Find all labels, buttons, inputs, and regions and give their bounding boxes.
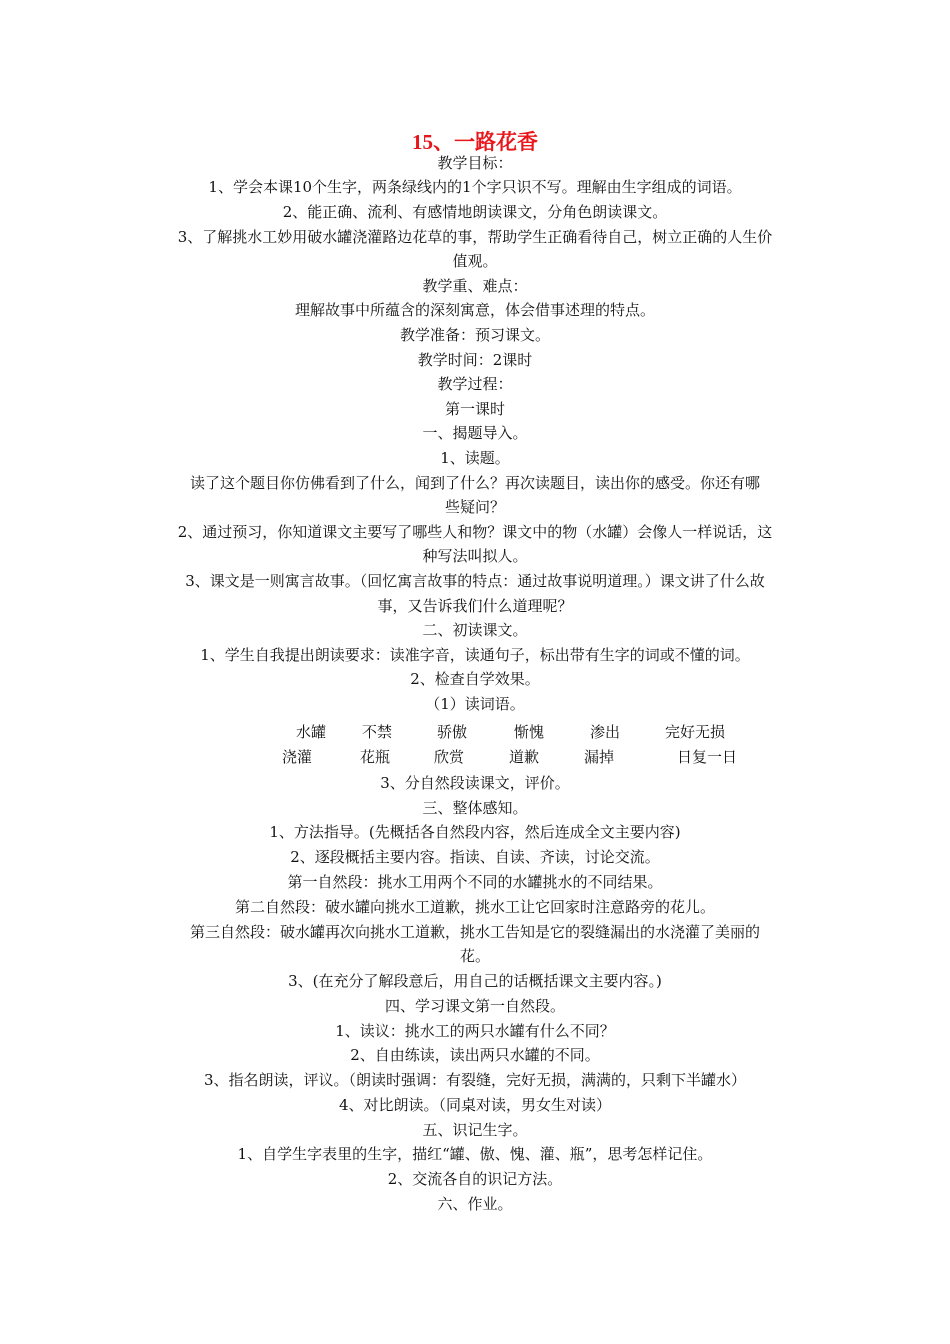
text-line: 教学目标： bbox=[437, 154, 513, 172]
text-line: 教学过程： bbox=[437, 375, 513, 393]
text-line: 3、指名朗读，评议。（朗读时强调：有裂缝，完好无损，满满的，只剩下半罐水） bbox=[203, 1071, 747, 1089]
text-line: 2、交流各自的识记方法。 bbox=[387, 1170, 563, 1188]
text-line: 二、初读课文。 bbox=[422, 621, 528, 639]
vocab-word: 道歉 bbox=[509, 748, 540, 766]
vocab-word: 不禁 bbox=[362, 723, 393, 741]
text-line: 教学重、难点： bbox=[422, 277, 528, 295]
text-line: 2、通过预习，你知道课文主要写了哪些人和物？课文中的物（水罐）会像人一样说话，这 bbox=[177, 523, 773, 541]
text-line: 第三自然段：破水罐再次向挑水工道歉，挑水工告知是它的裂缝漏出的水浇灌了美丽的 bbox=[189, 923, 760, 941]
text-line: 事，又告诉我们什么道理呢？ bbox=[377, 597, 573, 615]
vocab-word: 惭愧 bbox=[514, 723, 545, 741]
text-line: 五、识记生字。 bbox=[422, 1121, 528, 1139]
text-line: 2、能正确、流利、有感情地朗读课文，分角色朗读课文。 bbox=[282, 203, 668, 221]
text-line: 3、了解挑水工妙用破水罐浇灌路边花草的事，帮助学生正确看待自己，树立正确的人生价 bbox=[177, 228, 773, 246]
text-line: 4、对比朗读。（同桌对读，男女生对读） bbox=[338, 1096, 612, 1114]
text-line: 1、读议：挑水工的两只水罐有什么不同？ bbox=[335, 1022, 615, 1040]
text-line: 2、自由练读，读出两只水罐的不同。 bbox=[350, 1046, 600, 1064]
text-line: 1、学会本课10个生字，两条绿线内的1个字只识不写。理解由生字组成的词语。 bbox=[208, 178, 742, 196]
text-line: 第二自然段：破水罐向挑水工道歉，挑水工让它回家时注意路旁的花儿。 bbox=[234, 898, 715, 916]
text-line: 三、整体感知。 bbox=[422, 799, 528, 817]
text-line: 些疑问？ bbox=[444, 498, 505, 516]
text-line: 理解故事中所蕴含的深刻寓意，体会借事述理的特点。 bbox=[294, 301, 655, 319]
text-line: 种写法叫拟人。 bbox=[422, 547, 528, 565]
vocab-word: 浇灌 bbox=[282, 748, 313, 766]
lesson-title: 15、一路花香 bbox=[412, 130, 538, 154]
text-line: 1、学生自我提出朗读要求：读准字音，读通句子，标出带有生字的词或不懂的词。 bbox=[200, 646, 750, 664]
vocab-word: 日复一日 bbox=[677, 748, 738, 766]
text-line: 2、逐段概括主要内容。指读、自读、齐读，讨论交流。 bbox=[290, 848, 660, 866]
text-line: 花。 bbox=[459, 947, 490, 965]
text-line: 值观。 bbox=[452, 252, 498, 270]
text-line: 一、揭题导入。 bbox=[422, 424, 528, 442]
text-line: 教学准备：预习课文。 bbox=[399, 326, 550, 344]
text-line: 3、(在充分了解段意后，用自己的话概括课文主要内容。) bbox=[288, 972, 662, 990]
vocab-word: 花瓶 bbox=[360, 748, 391, 766]
text-line: 2、检查自学效果。 bbox=[410, 670, 540, 688]
vocab-word: 漏掉 bbox=[584, 748, 615, 766]
vocab-word: 渗出 bbox=[590, 723, 621, 741]
text-line: 第一自然段：挑水工用两个不同的水罐挑水的不同结果。 bbox=[287, 873, 663, 891]
vocab-word: 欣赏 bbox=[434, 748, 465, 766]
text-line: 第一课时 bbox=[444, 400, 505, 418]
vocab-word: 水罐 bbox=[296, 723, 327, 741]
text-line: 3、分自然段读课文，评价。 bbox=[380, 774, 570, 792]
text-line: （1）读词语。 bbox=[425, 695, 525, 713]
text-line: 读了这个题目你仿佛看到了什么，闻到了什么？再次读题目，读出你的感受。你还有哪 bbox=[189, 474, 760, 492]
text-line: 1、方法指导。(先概括各自然段内容，然后连成全文主要内容) bbox=[269, 823, 681, 841]
text-line: 1、自学生字表里的生字，描红“罐、傲、愧、灌、瓶”，思考怎样记住。 bbox=[237, 1145, 713, 1163]
text-line: 四、学习课文第一自然段。 bbox=[384, 997, 565, 1015]
vocab-word: 完好无损 bbox=[665, 723, 726, 741]
text-line: 3、课文是一则寓言故事。（回忆寓言故事的特点：通过故事说明道理。）课文讲了什么故 bbox=[185, 572, 765, 590]
vocab-word: 骄傲 bbox=[437, 723, 468, 741]
text-line: 教学时间：2课时 bbox=[417, 351, 533, 369]
text-line: 1、读题。 bbox=[440, 449, 510, 467]
text-line: 六、作业。 bbox=[437, 1195, 513, 1213]
